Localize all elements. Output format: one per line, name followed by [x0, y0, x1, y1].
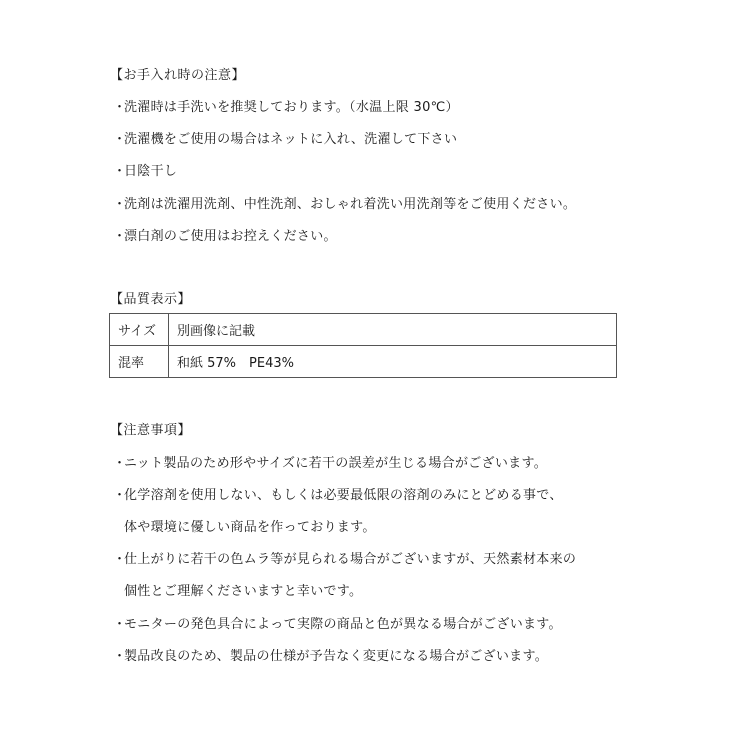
- care-item-text: 洗剤は洗濯用洗剤、中性洗剤、おしゃれ着洗い用洗剤等をご使用ください。: [124, 197, 577, 212]
- note-item-text: モニターの発色具合によって実際の商品と色が異なる場合がございます。: [124, 617, 562, 632]
- table-row: [110, 346, 617, 378]
- note-item: [113, 484, 563, 503]
- quality-table: [109, 313, 617, 378]
- care-item: [113, 96, 459, 115]
- note-item-text: 化学溶剤を使用しない、もしくは必要最低限の溶剤のみにとどめる事で、: [124, 488, 563, 503]
- bullet-point: ・: [113, 456, 127, 471]
- quality-key-blend: 混率: [110, 346, 169, 378]
- note-item: [113, 548, 576, 567]
- care-item-text: 日陰干し: [124, 164, 178, 179]
- care-item: [113, 128, 457, 147]
- note-item: [113, 452, 547, 471]
- care-item-text: 洗濯機をご使用の場合はネットに入れ、洗濯して下さい: [124, 132, 458, 147]
- note-item-text: 仕上がりに若干の色ムラ等が見られる場合がございますが、天然素材本来の: [124, 552, 577, 567]
- bullet-point: ・: [113, 229, 127, 244]
- bullet-point: ・: [113, 552, 127, 567]
- quality-value-size: 別画像に記載: [169, 314, 617, 346]
- note-item-continuation: 体や環境に優しい商品を作っております。: [124, 520, 376, 535]
- note-item: [113, 645, 548, 664]
- note-item-continuation: 個性とご理解くださいますと幸いです。: [124, 584, 363, 599]
- care-item: [113, 225, 337, 244]
- quality-value-blend: 和紙 57% PE43%: [169, 346, 617, 378]
- note-item: [113, 613, 562, 632]
- bullet-point: ・: [113, 132, 127, 147]
- care-item-text: 漂白剤のご使用はお控えください。: [124, 229, 337, 244]
- bullet-point: ・: [113, 100, 127, 115]
- care-item-text: 洗濯時は手洗いを推奨しております。（水温上限 30℃）: [124, 100, 459, 115]
- quality-key-size: サイズ: [110, 314, 169, 346]
- care-heading: 【お手入れ時の注意】: [110, 68, 246, 83]
- quality-heading: 【品質表示】: [110, 292, 192, 307]
- table-row: [110, 314, 617, 346]
- note-item-text: ニット製品のため形やサイズに若干の誤差が生じる場合がございます。: [124, 456, 548, 471]
- bullet-point: ・: [113, 164, 127, 179]
- note-item-text: 製品改良のため、製品の仕様が予告なく変更になる場合がございます。: [124, 649, 549, 664]
- notes-heading: 【注意事項】: [110, 423, 192, 438]
- bullet-point: ・: [113, 649, 127, 664]
- bullet-point: ・: [113, 617, 127, 632]
- care-item: [113, 160, 177, 179]
- bullet-point: ・: [113, 488, 127, 503]
- bullet-point: ・: [113, 197, 127, 212]
- care-item: [113, 193, 576, 212]
